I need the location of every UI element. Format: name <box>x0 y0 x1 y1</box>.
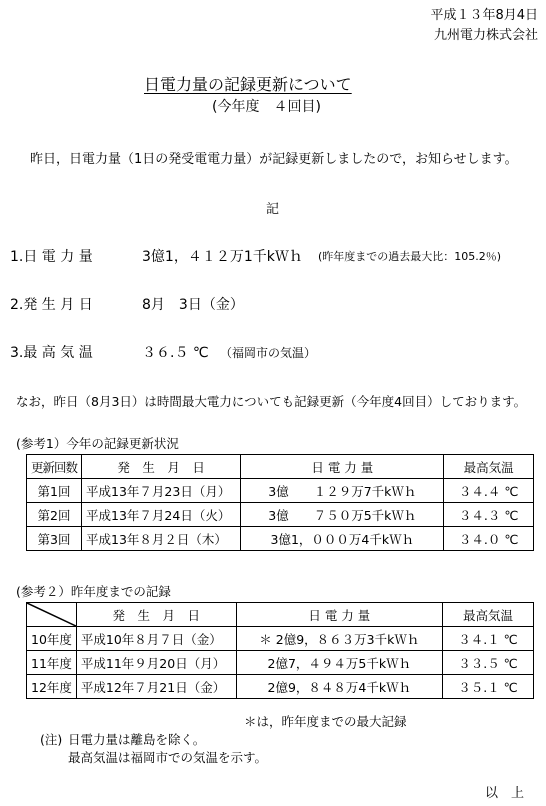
notes-line-1: 日電力量は離島を除く。 <box>68 732 206 747</box>
header-cell: 発 生 月 日 <box>76 603 236 627</box>
table-cell: 3億 １２９万7千kＷｈ <box>241 479 444 503</box>
table-cell: 平成11年９月20日（月） <box>76 651 236 675</box>
table-cell: ３４.３ ℃ <box>444 503 534 527</box>
table-header-row <box>27 455 534 479</box>
item-date-label: 2.発 生 月 日 <box>10 297 93 313</box>
table-cell: 第2回 <box>27 503 82 527</box>
diagonal-line <box>27 603 76 626</box>
table-cell: 11年度 <box>27 651 77 675</box>
item-temp-value: ３６.５ ℃ <box>142 345 209 361</box>
footnote-star: ＊は，昨年度までの最大記録 <box>244 714 407 729</box>
ki-mark: 記 <box>266 202 280 217</box>
table-cell: ３３.５ ℃ <box>442 651 533 675</box>
item-energy-value: 3億1，４１２万1千kＷｈ <box>142 249 303 265</box>
table-cell: 12年度 <box>27 675 77 699</box>
record-table-past-years <box>26 602 534 699</box>
table-row <box>27 527 534 551</box>
table-cell: ３４.４ ℃ <box>444 479 534 503</box>
table-row <box>27 675 534 699</box>
table-cell: 平成10年８月７日（金） <box>76 627 236 651</box>
table-cell: 10年度 <box>27 627 77 651</box>
remark-text: なお，昨日（8月3日）は時間最大電力についても記録更新（今年度4回目）しております。 <box>16 394 527 409</box>
header-cell: 日 電 力 量 <box>236 603 442 627</box>
table-cell: 平成13年８月２日（木） <box>82 527 241 551</box>
table-row <box>27 627 534 651</box>
table-cell: ３４.０ ℃ <box>444 527 534 551</box>
table-cell: ３５.１ ℃ <box>442 675 533 699</box>
table-cell: 平成13年７月24日（火） <box>82 503 241 527</box>
header-cell: 最高気温 <box>444 455 534 479</box>
header-cell: 発 生 月 日 <box>82 455 241 479</box>
table-cell: ３４.１ ℃ <box>442 627 533 651</box>
item-energy-note: (昨年度までの過去最大比：105.2％) <box>318 250 502 263</box>
table-row <box>27 503 534 527</box>
table-row <box>27 651 534 675</box>
table1-caption: (参考1）今年の記録更新状況 <box>16 436 179 451</box>
header-cell: 更新回数 <box>27 455 82 479</box>
table-cell: ＊ 2億9，８６３万3千kＷｈ <box>236 627 442 651</box>
notes-line-2: 最高気温は福岡市での気温を示す。 <box>68 750 268 765</box>
page-subtitle: (今年度 ４回目) <box>212 99 321 115</box>
header-cell: 最高気温 <box>442 603 533 627</box>
item-temp-note: （福岡市の気温） <box>220 346 317 360</box>
closing-mark: 以 上 <box>484 786 524 801</box>
item-energy-label: 1.日 電 力 量 <box>10 249 93 265</box>
item-date-value: 8月 3日（金） <box>142 297 244 313</box>
table-cell: 3億 ７５０万5千kＷｈ <box>241 503 444 527</box>
company-name: 九州電力株式会社 <box>433 28 538 43</box>
table-header-row <box>27 603 534 627</box>
table-cell: 第1回 <box>27 479 82 503</box>
release-date: 平成１３年8月4日 <box>430 8 538 23</box>
table-cell: 2億9，８４８万4千kＷｈ <box>236 675 442 699</box>
header-cell: 日 電 力 量 <box>241 455 444 479</box>
table-cell: 平成12年７月21日（金） <box>76 675 236 699</box>
page-title: 日電力量の記録更新について <box>144 75 352 94</box>
record-table-this-year <box>26 454 534 551</box>
notes-prefix: (注) <box>40 732 63 747</box>
table-cell: 平成13年７月23日（月） <box>82 479 241 503</box>
table-cell: 2億7，４９４万5千kＷｈ <box>236 651 442 675</box>
item-temp-label: 3.最 高 気 温 <box>10 345 93 361</box>
table-cell: 3億1，０００万4千kＷｈ <box>241 527 444 551</box>
table-cell: 第3回 <box>27 527 82 551</box>
table2-caption: (参考２）昨年度までの記録 <box>16 584 171 599</box>
table-row <box>27 479 534 503</box>
intro-text: 昨日，日電力量（1日の発受電電力量）が記録更新しましたので，お知らせします。 <box>30 152 518 167</box>
diagonal-header-cell <box>27 603 77 627</box>
